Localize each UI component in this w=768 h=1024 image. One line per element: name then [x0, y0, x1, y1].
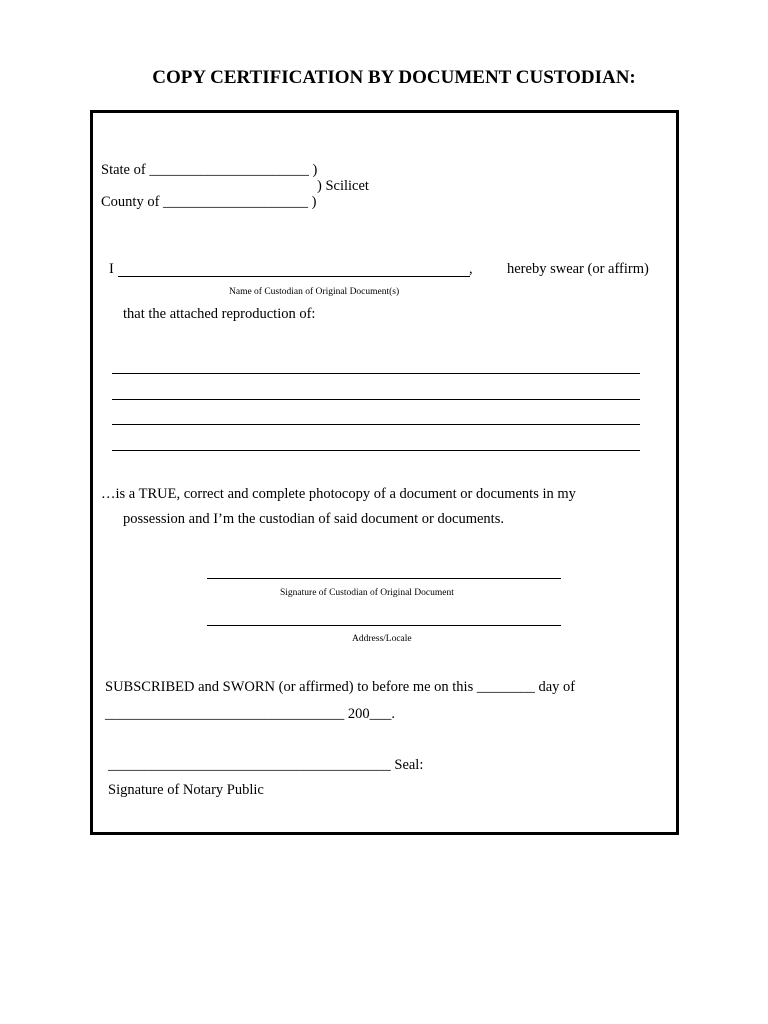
date-line: _________________________________ 200___.: [105, 706, 395, 722]
custodian-signature-line: [207, 578, 561, 579]
statement-line-1: …is a TRUE, correct and complete photocopy of a document or documents in my: [101, 486, 576, 502]
notary-seal-line: _______________________________________ Seal:: [108, 757, 424, 773]
county-line: County of ____________________ ): [101, 194, 317, 210]
oath-prefix: I: [109, 261, 114, 277]
scilicet-line: ) Scilicet: [317, 178, 369, 194]
description-line: [112, 399, 640, 400]
custodian-name-line: [118, 276, 470, 277]
certificate-frame: [90, 110, 679, 835]
oath-swear-text: hereby swear (or affirm): [507, 261, 649, 277]
address-line: [207, 625, 561, 626]
reproduction-text: that the attached reproduction of:: [123, 306, 316, 322]
custodian-signature-caption: Signature of Custodian of Original Document: [280, 588, 454, 598]
custodian-name-caption: Name of Custodian of Original Document(s): [229, 287, 400, 297]
description-line: [112, 450, 640, 451]
address-caption: Address/Locale: [352, 634, 412, 644]
state-line: State of ______________________ ): [101, 162, 318, 178]
subscribed-line: SUBSCRIBED and SWORN (or affirmed) to before me on this ________ day of: [105, 679, 576, 695]
description-line: [112, 373, 640, 374]
statement-line-2: possession and I’m the custodian of said document or documents.: [123, 511, 504, 527]
oath-comma: ,: [469, 261, 473, 277]
document-title: COPY CERTIFICATION BY DOCUMENT CUSTODIAN:: [152, 67, 636, 88]
notary-signature-caption: Signature of Notary Public: [108, 782, 264, 798]
description-line: [112, 424, 640, 425]
